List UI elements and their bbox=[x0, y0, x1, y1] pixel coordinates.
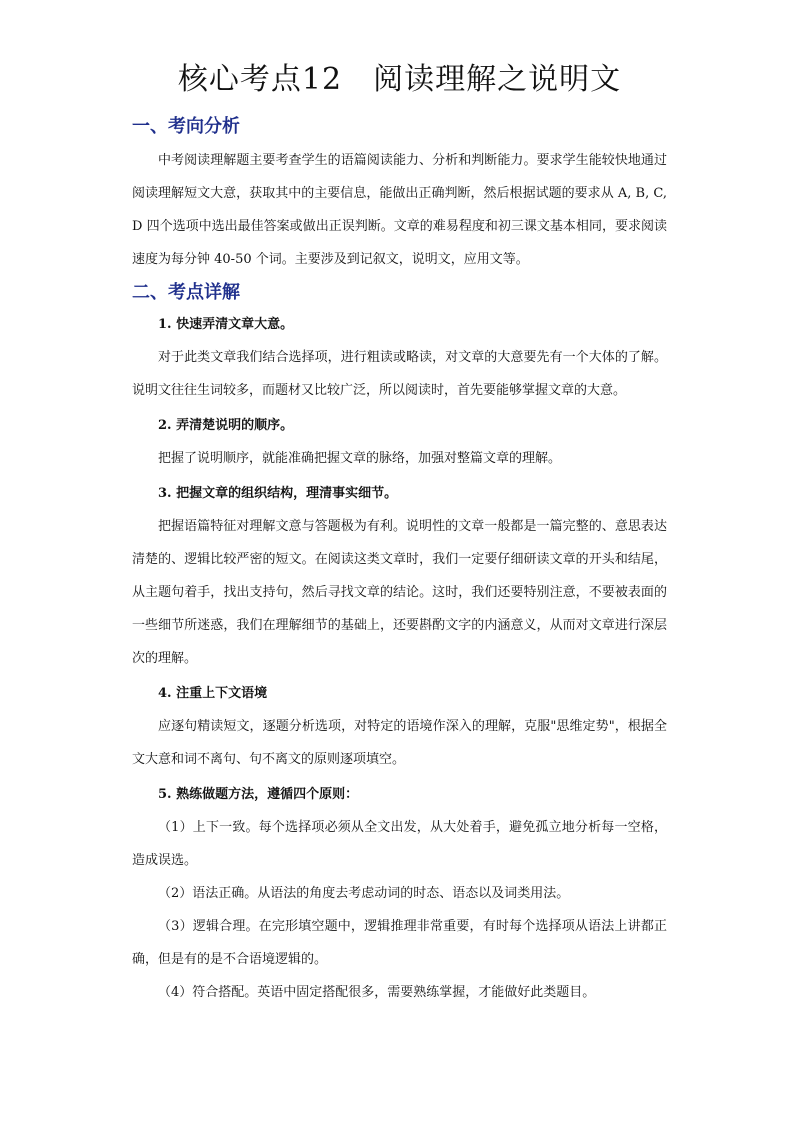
point-3-body: 把握语篇特征对理解文意与答题极为有利。说明性的文章一般都是一篇完整的、意思表达清楚的、逻辑比较严密的短文。在阅读这类文章时，我们一定要仔细研读文章的开头和结尾，从主题句着手，找出支持句，然后寻找文章的结论。这时，我们还要特别注意，不要被表面的一些细节所迷惑，我们在理解细节的基础上，还要斟酌文字的内涵意义，从而对文章进行深层次的理解。 bbox=[132, 519, 667, 666]
section-heading-details: 二、考点详解 bbox=[132, 282, 240, 303]
point-1-body: 对于此类文章我们结合选择项，进行粗读或略读，对文章的大意要先有一个大体的了解。说明文往往生词较多，而题材又比较广泛，所以阅读时，首先要能够掌握文章的大意。 bbox=[132, 350, 667, 398]
rule-item-3: （3）逻辑合理。在完形填空题中，逻辑推理非常重要，有时每个选择项从语法上讲都正确，但是有的是不合语境逻辑的。 bbox=[132, 919, 667, 967]
point-2-title: 2. 弄清楚说明的顺序。 bbox=[158, 418, 294, 433]
rule-item-1: （1）上下一致。每个选择项必须从全文出发，从大处着手，避免孤立地分析每一空格，造成误选。 bbox=[132, 820, 667, 868]
rule-item-2: （2）语法正确。从语法的角度去考虑动词的时态、语态以及词类用法。 bbox=[158, 886, 570, 901]
point-4-body: 应逐句精读短文，逐题分析选项，对特定的语境作深入的理解，克服"思维定势"，根据全文大意和词不离句、句不离文的原则逐项填空。 bbox=[132, 719, 667, 767]
document-title: 核心考点12 阅读理解之说明文 bbox=[177, 62, 622, 97]
point-5-title: 5. 熟练做题方法，遵循四个原则： bbox=[158, 787, 359, 802]
point-3-title: 3. 把握文章的组织结构，理清事实细节。 bbox=[158, 486, 398, 501]
point-4-title: 4. 注重上下文语境 bbox=[158, 686, 268, 701]
point-1-title: 1. 快速弄清文章大意。 bbox=[158, 317, 294, 332]
document-page bbox=[132, 58, 667, 1009]
rule-item-4: （4）符合搭配。英语中固定搭配很多，需要熟练掌握，才能做好此类题目。 bbox=[158, 985, 596, 1000]
analysis-paragraph: 中考阅读理解题主要考查学生的语篇阅读能力、分析和判断能力。要求学生能较快地通过阅读理解短文大意，获取其中的主要信息，能做出正确判断，然后根据试题的要求从 A, B, C, D 四个选项中选出最佳答案或做出正误判断。文章的难易程度和初三课文基本相同，要求阅读速度为每分钟 40-50 个词。主要涉及到记叙文，说明文，应用文等。 bbox=[132, 153, 667, 267]
section-heading-analysis: 一、考向分析 bbox=[132, 116, 240, 137]
point-2-body: 把握了说明顺序，就能准确把握文章的脉络，加强对整篇文章的理解。 bbox=[158, 451, 562, 466]
